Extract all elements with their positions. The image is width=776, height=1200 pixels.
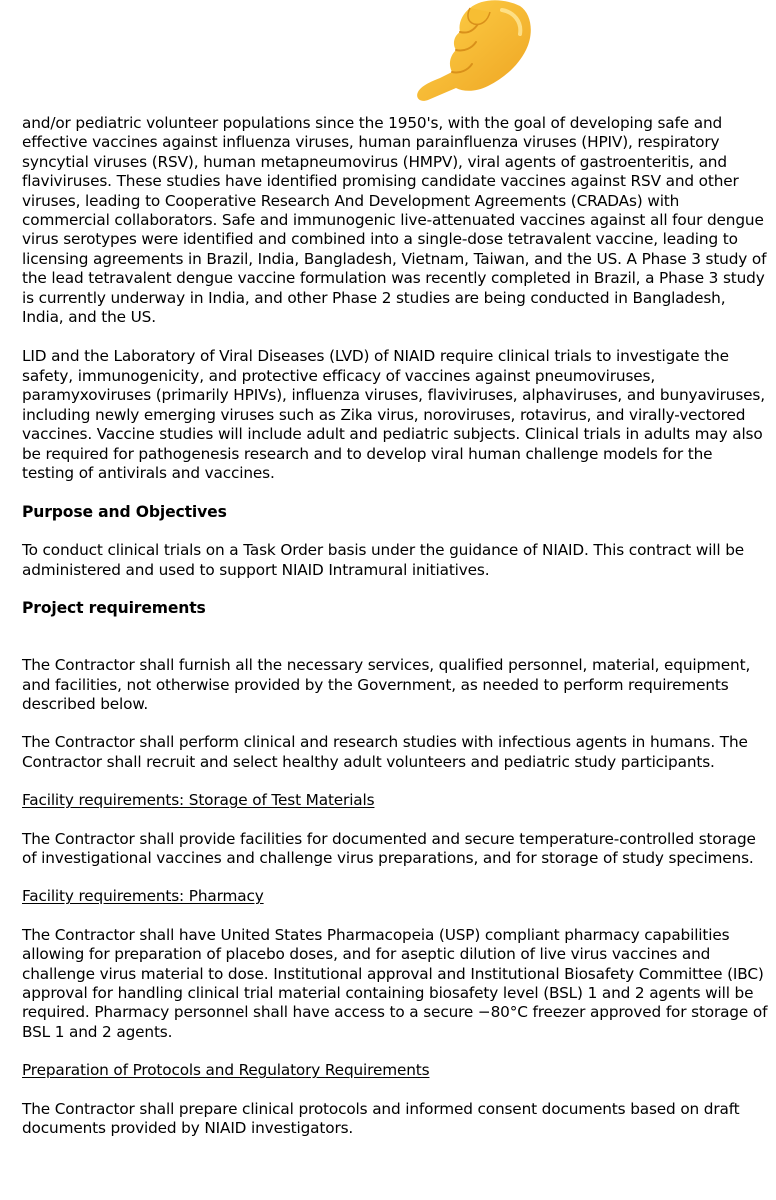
- protocols-subheading: Preparation of Protocols and Regulatory Requirements: [22, 1061, 430, 1080]
- protocols-paragraph: The Contractor shall prepare clinical protocols and informed consent documents based on draft documents provided by NIAID investigators.: [22, 1099, 740, 1138]
- perform-paragraph: The Contractor shall perform clinical and research studies with infectious agents in humans. The Contractor shall recruit and select healthy adult volunteers and pediatric study participants.: [22, 733, 748, 771]
- storage-paragraph: The Contractor shall provide facilities for documented and secure temperature-controlled storage of investigational vaccines and challenge virus preparations, and for storage of study specimens.: [22, 829, 756, 867]
- pharmacy-subheading: Facility requirements: Pharmacy: [22, 887, 264, 906]
- furnish-paragraph: The Contractor shall furnish all the necessary services, qualified personnel, material, equipment, and facilities, not otherwise provided by the Government, as needed to perform requirements described below.: [22, 656, 751, 713]
- storage-subheading: Facility requirements: Storage of Test Materials: [22, 791, 375, 810]
- purpose-heading: Purpose and Objectives: [22, 503, 227, 522]
- document-body: [22, 114, 768, 1138]
- project-requirements-heading: Project requirements: [22, 599, 206, 618]
- intro-paragraph: and/or pediatric volunteer populations since the 1950's, with the goal of developing safe and effective vaccines against influenza viruses, human parainfluenza viruses (HPIV), respiratory syncytial viruses (RSV), human metapneumovirus (HMPV), viral agents of gastroenteritis, and flaviviruses. These studies have identified promising candidate vaccines against RSV and other viruses, leading to Cooperative Research And Development Agreements (CRADAs) with commercial collaborators. Safe and immunogenic live-attenuated vaccines against all four dengue virus serotypes were identified and combined into a single-dose tetravalent vaccine, leading to licensing agreements in Brazil, India, Bangladesh, Vietnam, Taiwan, and the US. A Phase 3 study of the lead tetravalent dengue vaccine formulation was recently completed in Brazil, a Phase 3 study is currently underway in India, and other Phase 2 studies are being conducted in Bangladesh, India, and the US.: [22, 114, 767, 327]
- lid-lvd-paragraph: LID and the Laboratory of Viral Diseases (LVD) of NIAID require clinical trials to investigate the safety, immunogenicity, and protective efficacy of vaccines against pneumoviruses, paramyxoviruses (primarily HPIVs), influenza viruses, flaviviruses, alphaviruses, and bunyaviruses, including newly emerging viruses such as Zika virus, noroviruses, rotavirus, and virally-vectored vaccines. Vaccine studies will include adult and pediatric subjects. Clinical trials in adults may also be required for pathogenesis research and to develop viral human challenge models for the testing of antivirals and vaccines.: [22, 347, 765, 482]
- pharmacy-paragraph: The Contractor shall have United States Pharmacopeia (USP) compliant pharmacy capabilities allowing for preparation of placebo doses, and for aseptic dilution of live virus vaccines and challenge virus material to dose. Institutional approval and Institutional Biosafety Committee (IBC) approval for handling clinical trial material containing biosafety level (BSL) 1 and 2 agents will be required. Pharmacy personnel shall have access to a secure −80°C freezer approved for storage of BSL 1 and 2 agents.: [22, 925, 768, 1041]
- pointing-hand-emoji-icon: [412, 0, 532, 108]
- purpose-paragraph: To conduct clinical trials on a Task Order basis under the guidance of NIAID. This contract will be administered and used to support NIAID Intramural initiatives.: [22, 541, 745, 579]
